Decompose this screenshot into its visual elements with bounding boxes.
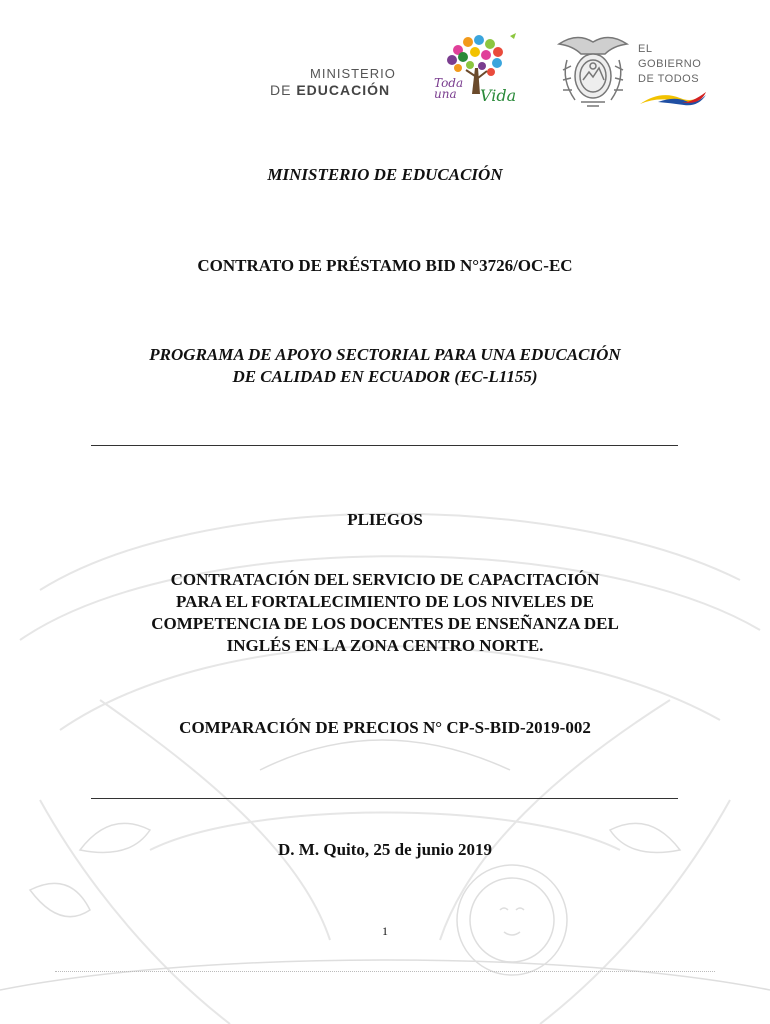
ministry-logo-line2-bold: EDUCACIÓN <box>296 82 391 98</box>
campaign-logo-words <box>434 78 463 100</box>
service-title-line4: INGLÉS EN LA ZONA CENTRO NORTE. <box>226 636 544 655</box>
footer-divider <box>55 971 715 972</box>
government-logo-line2: GOBIERNO <box>638 58 702 70</box>
price-comparison-code: COMPARACIÓN DE PRECIOS N° CP-S-BID-2019-002 <box>179 718 591 737</box>
program-title-line1: PROGRAMA DE APOYO SECTORIAL PARA UNA EDUCACIÓN <box>149 345 621 364</box>
loan-contract-title: CONTRATO DE PRÉSTAMO BID N°3726/OC-EC <box>197 256 573 275</box>
service-title-line1: CONTRATACIÓN DEL SERVICIO DE CAPACITACIÓN <box>170 570 600 589</box>
government-logo-line1: EL <box>638 43 653 55</box>
coat-of-arms-watermark <box>0 470 770 1024</box>
program-title-line2: DE CALIDAD EN ECUADOR (EC-L1155) <box>232 367 538 386</box>
place-and-date: D. M. Quito, 25 de junio 2019 <box>278 840 492 859</box>
flag-swoosh-icon <box>638 88 708 108</box>
divider-bottom <box>91 798 678 799</box>
campaign-logo-word3: Vida <box>480 86 517 105</box>
service-title-line3: COMPETENCIA DE LOS DOCENTES DE ENSEÑANZA DEL <box>151 614 619 633</box>
el-gobierno-de-todos-logo <box>638 42 718 112</box>
ministry-of-education-logo <box>270 64 396 104</box>
header-logos <box>0 28 770 118</box>
institution-title: MINISTERIO DE EDUCACIÓN <box>267 165 503 184</box>
toda-una-vida-logo <box>428 28 520 108</box>
document-type-heading: PLIEGOS <box>347 510 423 529</box>
campaign-logo-word2: una <box>434 87 457 101</box>
service-title-line2: PARA EL FORTALECIMIENTO DE LOS NIVELES DE <box>176 592 594 611</box>
page-number: 1 <box>382 924 388 938</box>
ecuador-coat-of-arms-icon <box>553 30 633 112</box>
divider-top <box>91 445 678 446</box>
campaign-logo-word1: Toda <box>434 76 464 90</box>
ministry-logo-line2-prefix: DE <box>270 82 297 98</box>
ministry-logo-line2 <box>270 82 390 98</box>
government-logo-line3: DE TODOS <box>638 73 700 85</box>
ministry-logo-line1: MINISTERIO <box>310 66 396 81</box>
